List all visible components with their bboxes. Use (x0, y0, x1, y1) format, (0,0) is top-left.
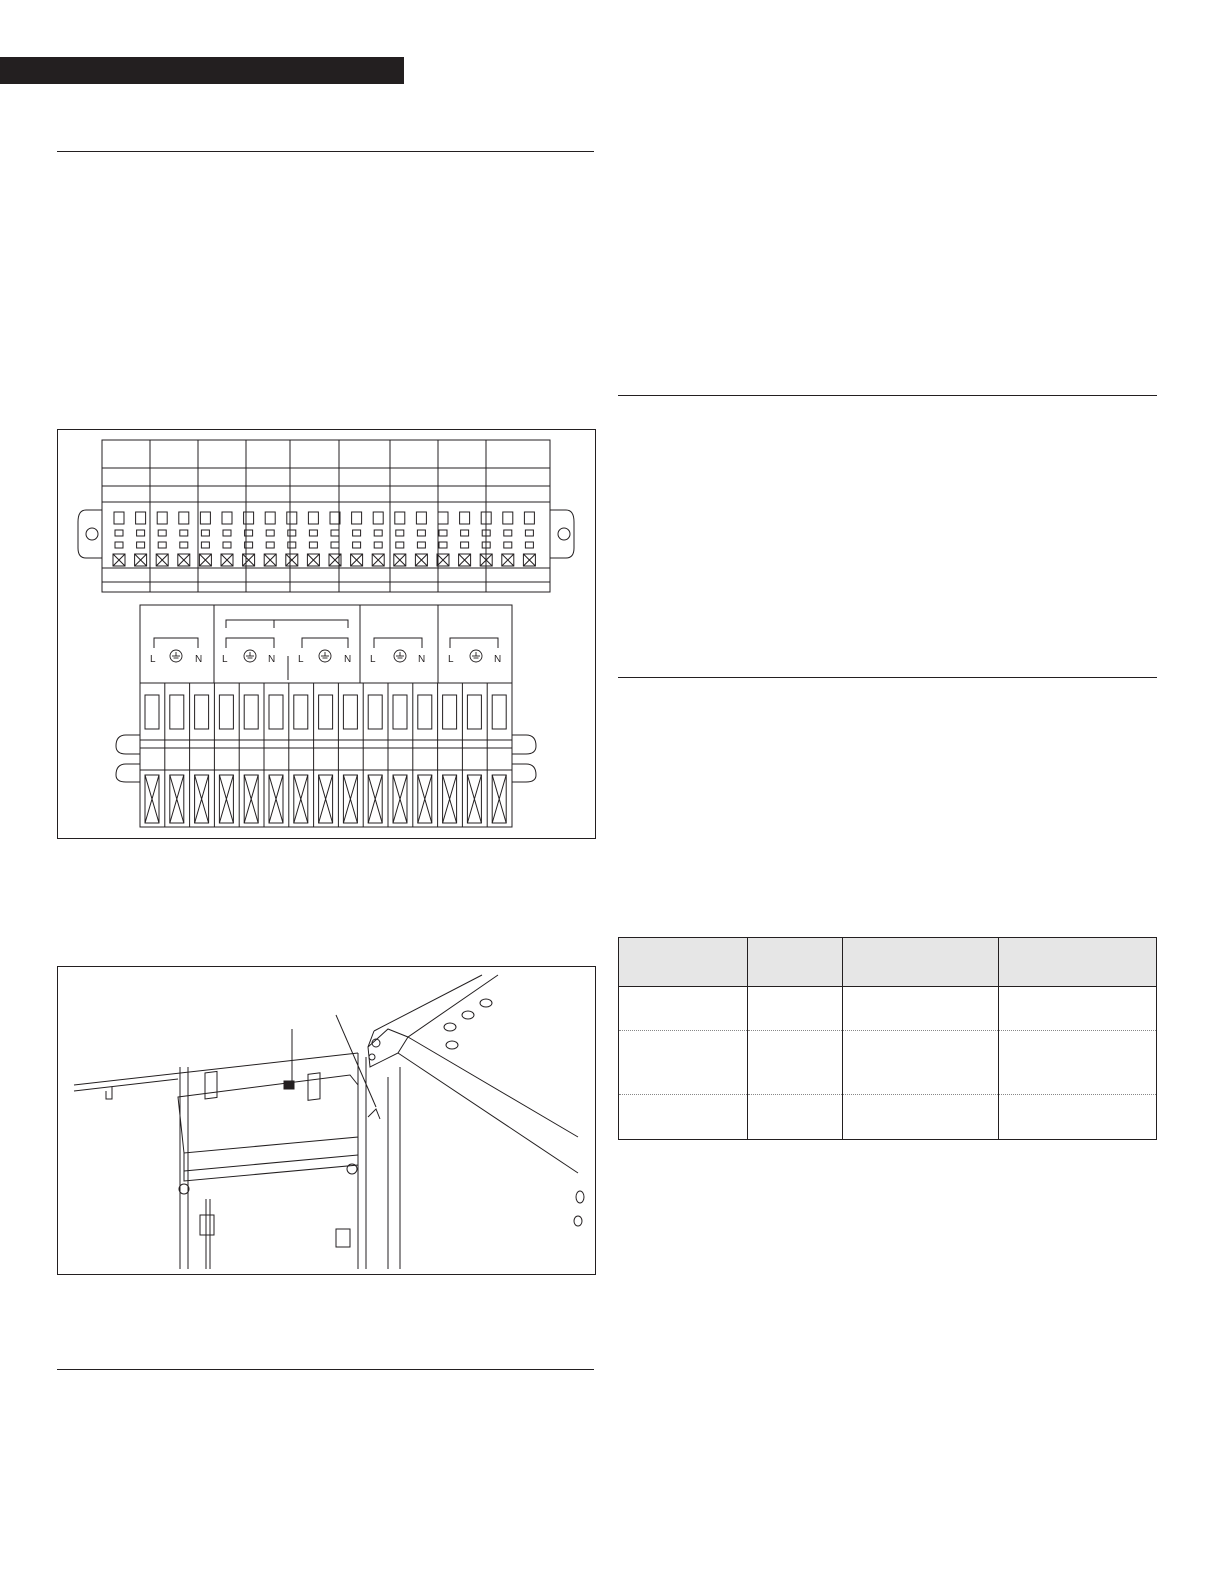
terminal-cell (417, 542, 425, 548)
terminal-cell (145, 775, 159, 823)
section-divider (618, 395, 1157, 396)
terminal-cell (170, 775, 184, 823)
terminal-cell (331, 542, 339, 548)
terminal-cell (201, 530, 209, 536)
terminal-block-diagram (58, 430, 595, 838)
section-header-bar (0, 57, 404, 84)
terminal-cell (416, 512, 426, 524)
table-header-cell (619, 938, 748, 987)
terminal-cell (525, 542, 533, 548)
terminal-cell (504, 542, 512, 548)
terminal-cell (319, 775, 333, 823)
ground-symbol-icon (170, 650, 182, 662)
terminal-cell (502, 554, 514, 566)
terminal-cell (438, 512, 448, 524)
terminal-cell (343, 775, 357, 823)
terminal-cell (443, 695, 457, 729)
terminal-cell (170, 695, 184, 729)
terminal-cell (180, 542, 188, 548)
terminal-cell (393, 695, 407, 729)
ground-symbol-icon (319, 650, 331, 662)
terminal-cell (309, 542, 317, 548)
terminal-cell (113, 554, 125, 566)
terminal-cell (264, 554, 276, 566)
terminal-cell (525, 530, 533, 536)
terminal-cell (418, 775, 432, 823)
table-row (619, 1031, 1157, 1095)
terminal-cell (137, 530, 145, 536)
terminal-cell (179, 512, 189, 524)
terminal-cell (269, 775, 283, 823)
cabinet-figure (57, 966, 596, 1275)
terminal-cell (243, 554, 255, 566)
terminal-cell (135, 554, 147, 566)
terminal-cell (394, 554, 406, 566)
terminal-cell (308, 512, 318, 524)
terminal-cell (461, 530, 469, 536)
terminal-cell (195, 695, 209, 729)
terminal-cell (219, 775, 233, 823)
terminal-label: N (494, 654, 502, 665)
terminal-cell (331, 530, 339, 536)
terminal-label: L (448, 654, 454, 665)
terminal-cell (115, 530, 123, 536)
terminal-cell (467, 695, 481, 729)
terminal-cell (395, 512, 405, 524)
terminal-cell (396, 530, 404, 536)
terminal-block-figure (57, 429, 596, 839)
terminal-cell (368, 775, 382, 823)
terminal-label: N (268, 654, 276, 665)
terminal-cell (461, 542, 469, 548)
table-cell (842, 1095, 999, 1140)
terminal-cell (467, 775, 481, 823)
terminal-cell (343, 695, 357, 729)
terminal-cell (374, 542, 382, 548)
terminal-cell (492, 775, 506, 823)
terminal-cell (114, 512, 124, 524)
table-cell (999, 987, 1157, 1031)
terminal-cell (269, 695, 283, 729)
terminal-cell (439, 542, 447, 548)
terminal-cell (415, 554, 427, 566)
terminal-cell (287, 512, 297, 524)
terminal-label: N (418, 654, 426, 665)
terminal-cell (504, 530, 512, 536)
table-header-cell (999, 938, 1157, 987)
terminal-cell (219, 695, 233, 729)
ground-symbol-icon (470, 650, 482, 662)
terminal-label: N (195, 654, 203, 665)
terminal-cell (244, 775, 258, 823)
terminal-cell (443, 775, 457, 823)
terminal-cell (223, 542, 231, 548)
terminal-cell (309, 530, 317, 536)
terminal-cell (503, 512, 513, 524)
terminal-cell (136, 512, 146, 524)
spec-table (618, 937, 1157, 1140)
cabinet-illustration (58, 967, 595, 1274)
terminal-label: L (222, 654, 228, 665)
terminal-cell (460, 512, 470, 524)
terminal-label: L (298, 654, 304, 665)
terminal-cell (372, 554, 384, 566)
ground-symbol-icon (244, 650, 256, 662)
terminal-cell (307, 554, 319, 566)
terminal-cell (266, 542, 274, 548)
terminal-cell (396, 542, 404, 548)
terminal-cell (266, 530, 274, 536)
table-cell (842, 1031, 999, 1095)
terminal-cell (294, 775, 308, 823)
terminal-cell (523, 554, 535, 566)
terminal-cell (319, 695, 333, 729)
terminal-cell (145, 695, 159, 729)
table-cell (619, 1031, 748, 1095)
terminal-cell (137, 542, 145, 548)
terminal-cell (178, 554, 190, 566)
table-cell (999, 1095, 1157, 1140)
terminal-cell (353, 530, 361, 536)
table-row (619, 987, 1157, 1031)
terminal-cell (222, 512, 232, 524)
terminal-cell (156, 554, 168, 566)
table-cell (747, 1031, 842, 1095)
terminal-cell (286, 554, 298, 566)
terminal-cell (368, 695, 382, 729)
terminal-cell (351, 554, 363, 566)
terminal-cell (393, 775, 407, 823)
terminal-cell (195, 775, 209, 823)
terminal-cell (288, 542, 296, 548)
terminal-cell (492, 695, 506, 729)
terminal-cell (115, 542, 123, 548)
table-cell (619, 1095, 748, 1140)
terminal-cell (374, 530, 382, 536)
table-cell (842, 987, 999, 1031)
terminal-cell (437, 554, 449, 566)
terminal-cell (223, 530, 231, 536)
terminal-label: L (150, 654, 156, 665)
terminal-cell (200, 512, 210, 524)
table-cell (619, 987, 748, 1031)
section-divider (57, 1369, 594, 1370)
terminal-label: L (370, 654, 376, 665)
table-header-row (619, 938, 1157, 987)
terminal-cell (244, 695, 258, 729)
terminal-cell (373, 512, 383, 524)
terminal-cell (353, 542, 361, 548)
terminal-cell (157, 512, 167, 524)
terminal-cell (221, 554, 233, 566)
terminal-cell (180, 530, 188, 536)
terminal-cell (439, 530, 447, 536)
table-header-cell (747, 938, 842, 987)
terminal-cell (459, 554, 471, 566)
terminal-cell (199, 554, 211, 566)
ground-symbol-icon (394, 650, 406, 662)
table-header-cell (842, 938, 999, 987)
terminal-cell (294, 695, 308, 729)
terminal-label: N (344, 654, 352, 665)
terminal-cell (265, 512, 275, 524)
table-row (619, 1095, 1157, 1140)
table-cell (747, 987, 842, 1031)
terminal-cell (418, 695, 432, 729)
terminal-cell (158, 530, 166, 536)
terminal-cell (288, 530, 296, 536)
section-divider (57, 151, 594, 152)
table-cell (999, 1031, 1157, 1095)
terminal-cell (244, 512, 254, 524)
terminal-cell (158, 542, 166, 548)
terminal-cell (352, 512, 362, 524)
terminal-cell (201, 542, 209, 548)
table-cell (747, 1095, 842, 1140)
terminal-cell (524, 512, 534, 524)
terminal-cell (417, 530, 425, 536)
section-divider (618, 677, 1157, 678)
